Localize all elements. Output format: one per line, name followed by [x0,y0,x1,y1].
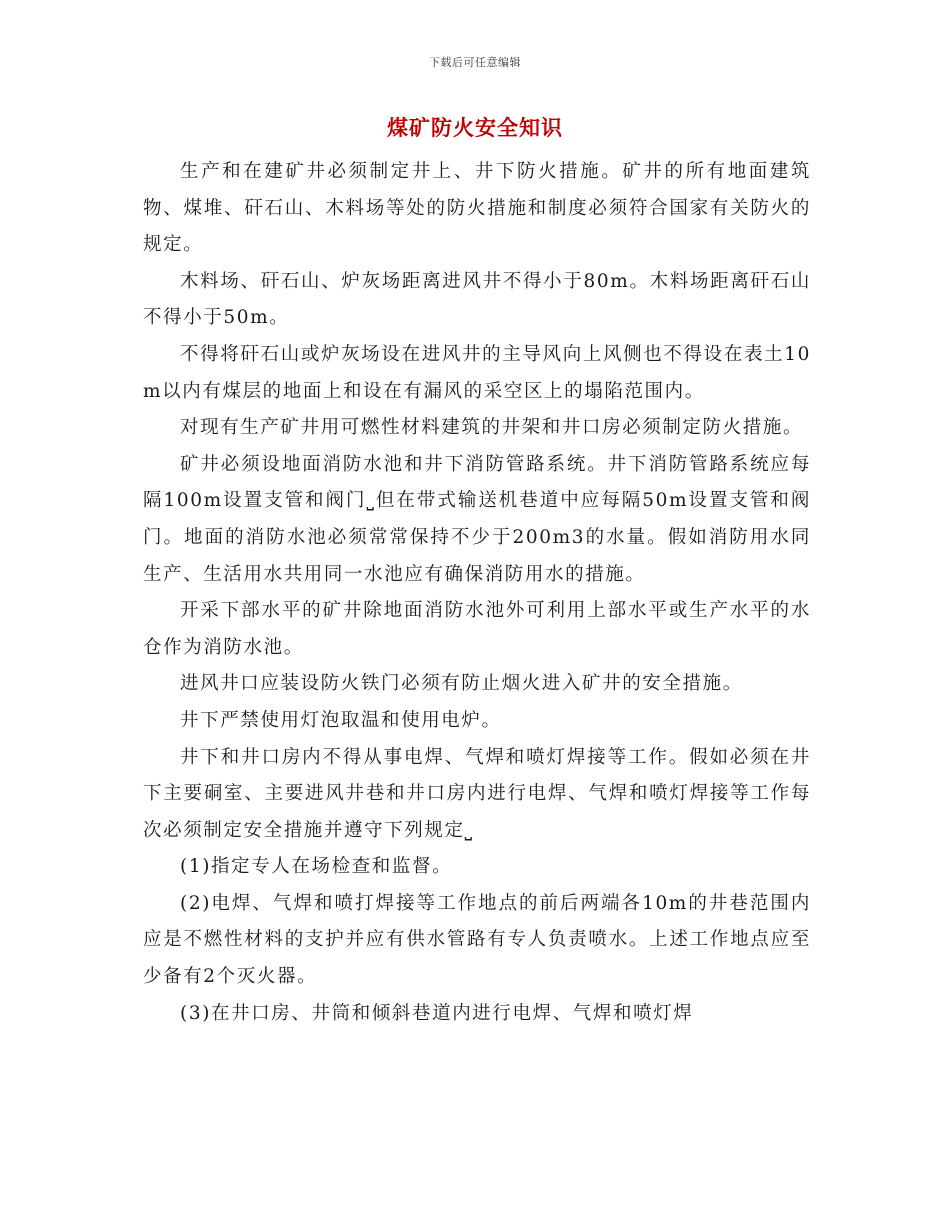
paragraph-location-rules: 不得将矸石山或炉灰场设在进风井的主导风向上风侧也不得设在表土10m以内有煤层的地面上和设在有漏风的采空区上的塌陷范围内。 [143,343,811,402]
paragraph-lower-level-water: 开采下部水平的矿井除地面消防水池外可利用上部水平或生产水平的水仓作为消防水池。 [143,600,811,658]
paragraph-distance-rules: 木料场、矸石山、炉灰场距离进风井不得小于80m。木料场距离矸石山不得小于50m。 [143,270,811,329]
paragraph-welding-rules: 井下和井口房内不得从事电焊、气焊和喷灯焊接等工作。假如必须在井下主要硐室、主要进风井巷和井口房内进行电焊、气焊和喷灯焊接等工作每次必须制定安全措施并遵守下列规定⎵ [143,746,811,841]
paragraph-fire-door: 进风井口应装设防火铁门必须有防止烟火进入矿井的安全措施。 [180,673,743,695]
paragraph-no-bulbs-heaters: 井下严禁使用灯泡取温和使用电炉。 [180,709,502,731]
list-item-3: (3)在井口房、井筒和倾斜巷道内进行电焊、气焊和喷灯焊 [180,1002,694,1024]
list-item-1: (1)指定专人在场检查和监督。 [180,856,453,878]
document-title: 煤矿防火安全知识 [387,115,563,140]
page-header-note: 下载后可任意编辑 [429,56,521,69]
paragraph-fire-measures: 生产和在建矿井必须制定井上、井下防火措施。矿井的所有地面建筑物、煤堆、矸石山、木料场等处的防火措施和制度必须符合国家有关防火的规定。 [143,161,811,256]
paragraph-combustible-structures: 对现有生产矿井用可燃性材料建筑的井架和井口房必须制定防火措施。 [180,417,804,439]
paragraph-fire-water-system: 矿井必须设地面消防水池和井下消防管路系统。井下消防管路系统应每隔100m设置支管和阀门⎵但在带式输送机巷道中应每隔50m设置支管和阀门。地面的消防水池必须常常保持不少于200m3的水量。假如消防用水同生产、生活用水共用同一水池应有确保消防用水的措施。 [143,453,811,585]
document-body [143,154,811,1032]
list-item-2: (2)电焊、气焊和喷打焊接等工作地点的前后两端各10m的井巷范围内应是不燃性材料的支护并应有供水管路有专人负责喷水。上述工作地点应至少备有2个灭火器。 [143,892,811,988]
